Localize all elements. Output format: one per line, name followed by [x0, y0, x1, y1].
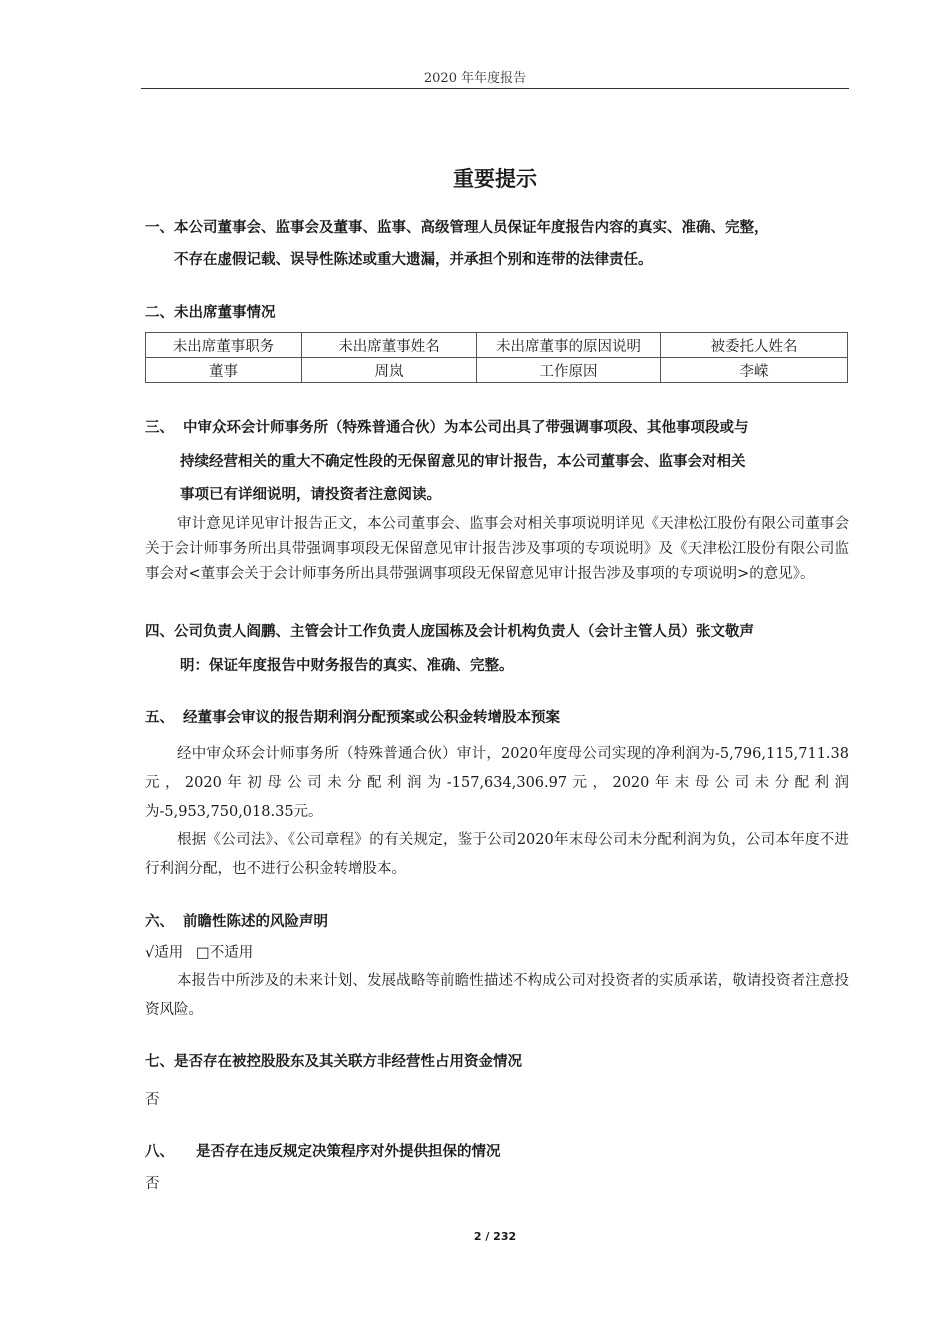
section-7-answer: 否 [145, 1092, 160, 1108]
section-8-answer: 否 [145, 1176, 160, 1192]
section-8-number: 八、 [145, 1144, 174, 1160]
table-header-cell: 未出席董事姓名 [302, 333, 477, 358]
section-3-line-2: 持续经营相关的重大不确定性段的无保留意见的审计报告，本公司董事会、监事会对相关 [180, 454, 746, 470]
section-3-line-1: 中审众环会计师事务所（特殊普通合伙）为本公司出具了带强调事项段、其他事项段或与 [183, 420, 749, 436]
section-5-heading: 经董事会审议的报告期利润分配预案或公积金转增股本预案 [183, 710, 560, 726]
section-3-line-3: 事项已有详细说明，请投资者注意阅读。 [180, 487, 441, 503]
section-7-heading: 七、是否存在被控股股东及其关联方非经营性占用资金情况 [145, 1054, 522, 1070]
section-5-para-1: 经中审众环会计师事务所（特殊普通合伙）审计，2020年度母公司实现的净利润为-5,796,115,711.38元，2020年初母公司未分配利润为-157,634,306.97元，2020年末母公司未分配利润为-5,953,750,018.35元。 [145, 746, 849, 820]
absent-directors-table [145, 332, 848, 383]
section-1-line-1: 一、本公司董事会、监事会及董事、监事、高级管理人员保证年度报告内容的真实、准确、完整， [145, 220, 769, 236]
section-5-para-2: 根据《公司法》、《公司章程》的有关规定，鉴于公司2020年末母公司未分配利润为负，公司本年度不进行利润分配，也不进行公积金转增股本。 [145, 832, 849, 877]
section-6-heading: 前瞻性陈述的风险声明 [183, 914, 328, 930]
section-1-line-2: 不存在虚假记载、误导性陈述或重大遗漏，并承担个别和连带的法律责任。 [174, 252, 653, 268]
section-5-number: 五、 [145, 710, 174, 726]
section-6-body: 本报告中所涉及的未来计划、发展战略等前瞻性描述不构成公司对投资者的实质承诺，敬请投资者注意投资风险。 [145, 973, 849, 1018]
not-applicable-option: □不适用 [196, 945, 254, 961]
section-4-line-1: 四、公司负责人阎鹏、主管会计工作负责人庞国栋及会计机构负责人（会计主管人员）张文敬声 [145, 624, 754, 640]
header-divider [141, 88, 849, 89]
table-cell: 董事 [146, 358, 302, 383]
table-cell: 李嵘 [661, 358, 848, 383]
table-header-row [146, 333, 848, 358]
section-8-heading: 是否存在违反规定决策程序对外提供担保的情况 [196, 1144, 501, 1160]
running-header: 2020 年年度报告 [423, 71, 527, 86]
page-number: 2 / 232 [473, 1230, 517, 1243]
table-header-cell: 被委托人姓名 [661, 333, 848, 358]
applicable-option: √适用 [145, 945, 184, 961]
table-cell: 周岚 [302, 358, 477, 383]
section-6-number: 六、 [145, 914, 174, 930]
table-header-cell: 未出席董事职务 [146, 333, 302, 358]
table-header-cell: 未出席董事的原因说明 [477, 333, 661, 358]
section-3-body: 审计意见详见审计报告正文，本公司董事会、监事会对相关事项说明详见《天津松江股份有限公司董事会关于会计师事务所出具带强调事项段无保留意见审计报告涉及事项的专项说明》及《天津松江股份有限公司监事会对<董事会关于会计师事务所出具带强调事项段无保留意见审计报告涉及事项的专项说明>的意见》。 [145, 516, 849, 582]
page-title: 重要提示 [453, 167, 537, 191]
section-3-number: 三、 [145, 420, 174, 436]
table-cell: 工作原因 [477, 358, 661, 383]
section-4-line-2: 明：保证年度报告中财务报告的真实、准确、完整。 [180, 658, 514, 674]
table-row [146, 358, 848, 383]
section-2-heading: 二、未出席董事情况 [145, 305, 276, 321]
